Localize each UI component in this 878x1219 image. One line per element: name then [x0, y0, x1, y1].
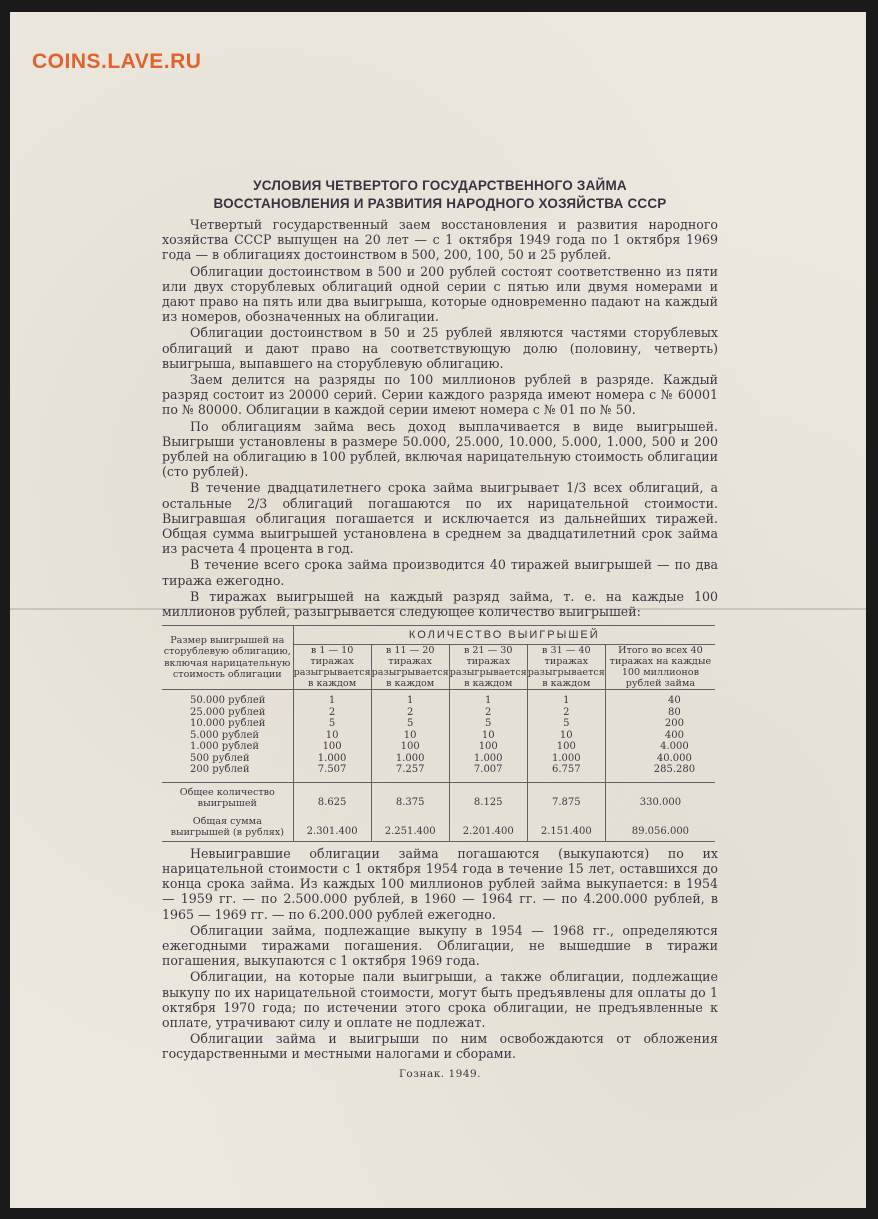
table-cell: 7.257: [371, 764, 449, 776]
table-cell: 285.280: [605, 764, 715, 776]
prize-size: 25.000 рублей: [162, 707, 293, 719]
bond-sheet: [10, 12, 866, 1208]
paragraph: Заем делится на разряды по 100 миллионов рублей в разряде. Каждый разряд состоит из 20000 серий. Серии каждого разряда имеют номера с № 60001 по № 80000. Облигации в каждой серии имеют номера с № 01 по № 50.: [162, 372, 718, 418]
table-cell: 2: [328, 706, 336, 718]
prize-size: 200 рублей: [162, 764, 293, 776]
table-row: [162, 695, 715, 707]
table-cell: 5: [371, 718, 449, 730]
table-cell: 10: [325, 729, 339, 741]
table-left-header: Размер выигрышей на сторублевую облигацию, включая нарицательную стоимость облигации: [162, 626, 293, 690]
table-row: [162, 741, 715, 753]
table-cell: 10: [527, 730, 605, 742]
table-row: [162, 718, 715, 730]
table-cell: 5: [328, 718, 336, 730]
table-group-header: КОЛИЧЕСТВО ВЫИГРЫШЕЙ: [293, 626, 715, 645]
table-cell: 7.507: [317, 764, 347, 776]
prize-table: [162, 625, 715, 842]
document-body: [162, 177, 718, 1080]
title-line-2: ВОССТАНОВЛЕНИЯ И РАЗВИТИЯ НАРОДНОГО ХОЗЯЙСТВА СССР: [213, 196, 667, 211]
table-cell: 1: [328, 695, 336, 707]
table-cell: 89.056.000: [605, 812, 715, 842]
table-cell: 100: [527, 741, 605, 753]
table-cell: 1: [527, 695, 605, 707]
paragraph: Облигации займа и выигрыши по ним освобождаются от обложения государственными и местными налогами и сборами.: [162, 1031, 718, 1062]
table-cell: 6.757: [527, 764, 605, 776]
table-cell: 5: [449, 718, 527, 730]
table-cell: 8.125: [449, 782, 527, 812]
prize-size: 1.000 рублей: [162, 741, 293, 753]
paragraph: Облигации займа, подлежащие выкупу в 1954 — 1968 гг., определяются ежегодными тиражами погашения. Облигации, не вышедшие в тиражи погашения, выкупаются с 1 октября 1969 года.: [162, 922, 718, 969]
table-row-total-count: [162, 782, 715, 812]
paragraph: Облигации, на которые пали выигрыши, а также облигации, подлежащие выкупу по их нарицательной стоимости, могут быть предъявлены для оплаты до 1 октября 1970 года; по истечении этого срока облигации, не предъявленные к оплате, утрачивают силу и оплате не подлежат.: [162, 969, 718, 1031]
table-cell: 100: [322, 741, 342, 753]
table-cell: 8.375: [371, 782, 449, 812]
prize-size: 5.000 рублей: [162, 730, 293, 742]
table-cell: 1.000: [527, 753, 605, 765]
watermark: COINS.LAVE.RU: [32, 50, 202, 73]
paragraph: Невыигравшие облигации займа погашаются (выкупаются) по их нарицательной стоимости с 1 октября 1954 года в течение 15 лет, оставшихся до конца срока займа. Из каждых 100 миллионов рублей займа выкупается: в 1954 — 1959 гг. — по 2.500.000 рублей, в 1960 — 1964 гг. — по 4.200.000 рублей, в 1965 — 1969 гг. — по 6.200.000 рублей ежегодно.: [162, 845, 718, 922]
paragraph: В течение двадцатилетнего срока займа выигрывает 1/3 всех облигаций, а остальные 2/3 облигаций погашаются по их нарицательной стоимости. Выигравшая облигация погашается и исключается из дальнейших тиражей. Общая сумма выигрышей установлена в среднем за двадцатилетний срок займа из расчета 4 процента в год.: [162, 480, 718, 557]
table-cell: 1.000: [449, 753, 527, 765]
paragraph: По облигациям займа весь доход выплачивается в виде выигрышей. Выигрыши установлены в размере 50.000, 25.000, 10.000, 5.000, 1.000, 500 и 200 рублей на облигацию в 100 рублей, включая нарицательную стоимость облигации (сто рублей).: [162, 418, 718, 480]
column-header: в 11 — 20 тиражах разыгрывается в каждом: [371, 645, 449, 690]
title-line-1: УСЛОВИЯ ЧЕТВЕРТОГО ГОСУДАРСТВЕННОГО ЗАЙМА: [253, 178, 627, 193]
table-row: [162, 764, 715, 776]
table-cell: 80: [605, 707, 715, 719]
table-cell: 2.251.400: [371, 812, 449, 842]
column-header: в 1 — 10 тиражах разыгрывается в каждом: [293, 645, 371, 690]
column-header: Итого во всех 40 тиражах на каждые 100 миллионов рублей займа: [605, 645, 715, 690]
table-cell: 2: [527, 707, 605, 719]
prize-size: 50.000 рублей: [162, 695, 293, 707]
table-cell: 8.625: [317, 797, 347, 809]
table-cell: 2.201.400: [449, 812, 527, 842]
table-cell: 10: [371, 730, 449, 742]
paragraph: Облигации достоинством в 500 и 200 рублей состоят соответственно из пяти или двух сторублевых облигаций одной серии с пятью или двумя номерами и дают право на пять или два выигрыша, которые одновременно падают на каждый из номеров, обозначенных на облигации.: [162, 263, 718, 325]
table-cell: 100: [371, 741, 449, 753]
total-sum-label: Общая сумма выигрышей (в рублях): [162, 812, 293, 842]
printer-imprint: Гознак. 1949.: [398, 1067, 482, 1080]
table-cell: 4.000: [605, 741, 715, 753]
table-row-total-sum: [162, 812, 715, 842]
paragraph: Четвертый государственный заем восстановления и развития народного хозяйства СССР выпущен на 20 лет — с 1 октября 1949 года по 1 октября 1969 года — в облигациях достоинством в 500, 200, 100, 50 и 25 рублей.: [162, 217, 718, 263]
table-cell: 2.151.400: [527, 812, 605, 842]
table-cell: 10: [449, 730, 527, 742]
table-cell: 400: [605, 730, 715, 742]
table-cell: 200: [605, 718, 715, 730]
column-header: в 21 — 30 тиражах разыгрывается в каждом: [449, 645, 527, 690]
prize-size: 10.000 рублей: [162, 718, 293, 730]
paragraph: Облигации достоинством в 50 и 25 рублей являются частями сторублевых облигаций и дают право на соответствующую долю (половину, четверть) выигрыша, выпавшего на сторублевую облигацию.: [162, 325, 718, 371]
table-cell: 7.007: [449, 764, 527, 776]
table-cell: 2.301.400: [293, 812, 371, 842]
table-row: [162, 707, 715, 719]
paragraph: В тиражах выигрышей на каждый разряд займа, т. е. на каждые 100 миллионов рублей, разыгрывается следующее количество выигрышей:: [162, 588, 718, 620]
paragraph: В течение всего срока займа производится 40 тиражей выигрышей — по два тиража ежегодно.: [162, 557, 718, 588]
table-row: [162, 730, 715, 742]
table-cell: 5: [527, 718, 605, 730]
table-cell: 1.000: [317, 752, 347, 764]
table-cell: 1: [449, 695, 527, 707]
table-cell: 1: [371, 695, 449, 707]
table-cell: 2: [371, 707, 449, 719]
prize-size: 500 рублей: [162, 753, 293, 765]
table-cell: 330.000: [605, 782, 715, 812]
total-count-label: Общее количество выигрышей: [162, 782, 293, 812]
table-cell: 40: [605, 695, 715, 707]
table-row: [162, 753, 715, 765]
table-cell: 1.000: [371, 753, 449, 765]
column-header: в 31 — 40 тиражах разыгрывается в каждом: [527, 645, 605, 690]
table-cell: 40.000: [605, 753, 715, 765]
table-cell: 100: [449, 741, 527, 753]
table-cell: 2: [449, 707, 527, 719]
table-cell: 7.875: [527, 782, 605, 812]
